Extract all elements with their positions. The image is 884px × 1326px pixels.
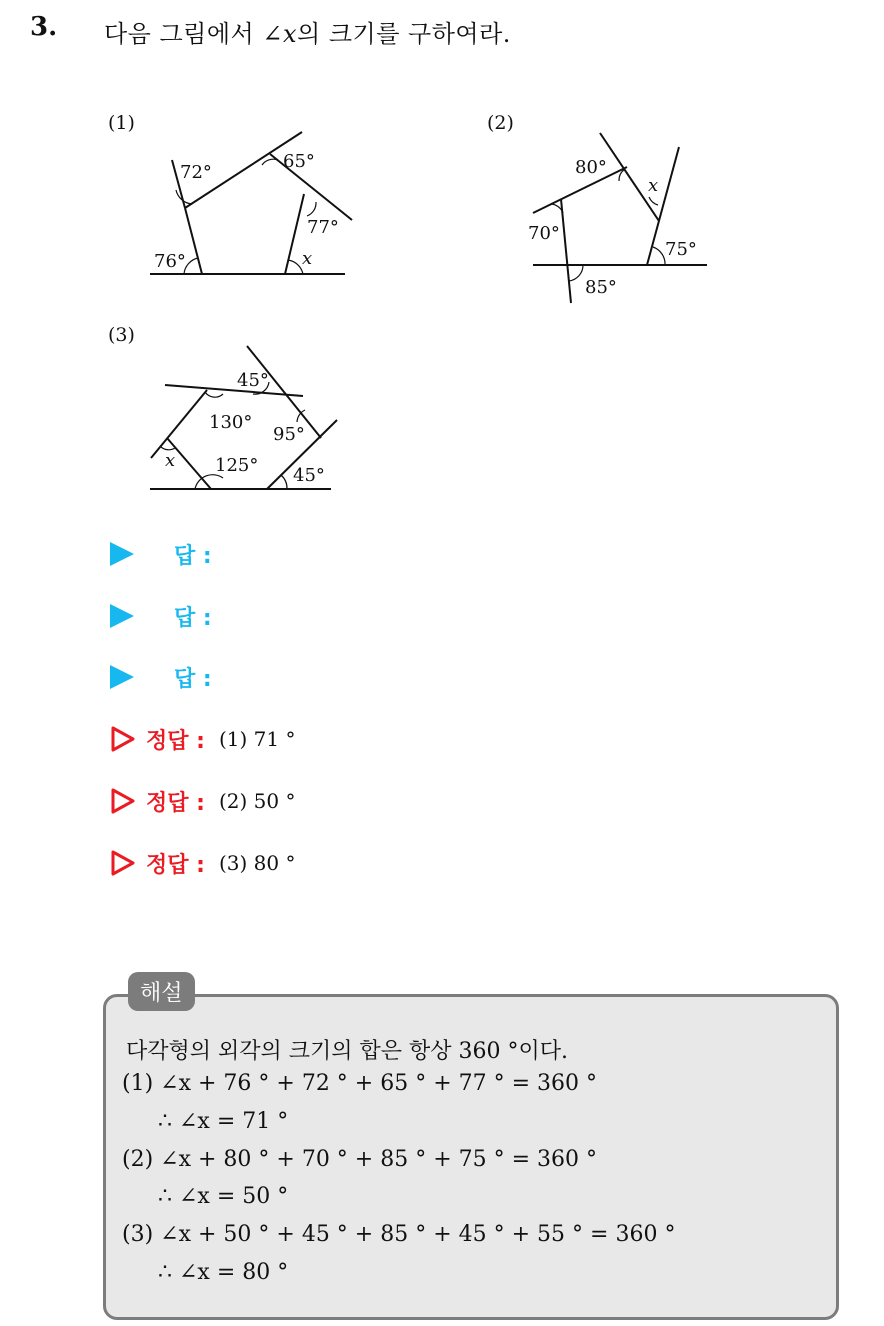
correct-answer-label: 정답 : (146, 852, 205, 878)
question-text (104, 14, 511, 49)
explanation-line-2: (1) ∠x + 76 ° + 72 ° + 65 ° + 77 ° = 360 ° (122, 1071, 598, 1096)
fig3-angle-x: x (165, 450, 176, 471)
fig3-angle-45-top: 45° (237, 370, 269, 391)
answer-blank-label: 답 : (174, 605, 212, 631)
correct-answer-value: (2) 50 ° (218, 789, 296, 813)
question-text-before: 다음 그림에서 (104, 20, 263, 48)
figure-2-label: (2) (487, 112, 514, 134)
explanation-line-7: ∴ ∠x = 80 ° (158, 1260, 289, 1285)
fig3-left-upper (151, 390, 207, 458)
answer-blank-3 (110, 660, 212, 694)
explanation-line-1: 다각형의 외각의 크기의 합은 항상 360 °이다. (126, 1039, 568, 1064)
question-text-after: 의 크기를 구하여라. (297, 20, 511, 48)
figure-1 (140, 120, 370, 290)
correct-answer-value: (1) 71 ° (218, 727, 296, 751)
figure-2 (525, 125, 725, 310)
blue-triangle-icon (110, 542, 134, 566)
answer-blank-label: 답 : (174, 543, 212, 569)
fig2-angle-80: 80° (575, 157, 607, 178)
correct-answer-value: (3) 80 ° (218, 851, 296, 875)
explanation-line-6: (3) ∠x + 50 ° + 45 ° + 85 ° + 45 ° + 55 ° = 360 ° (122, 1222, 676, 1247)
figure-3-label: (3) (108, 324, 135, 346)
fig2-angle-70: 70° (528, 223, 560, 244)
fig3-angle-125: 125° (215, 455, 259, 476)
answer-blank-1 (110, 537, 212, 571)
angle-x: ∠x (262, 20, 298, 48)
fig2-angle-75: 75° (665, 239, 697, 260)
fig1-angle-65: 65° (283, 151, 315, 172)
fig3-angle-130: 130° (209, 412, 253, 433)
red-triangle-icon (110, 850, 136, 876)
red-triangle-icon (110, 726, 136, 752)
correct-answer-label: 정답 : (146, 790, 205, 816)
figure-1-label: (1) (108, 112, 135, 134)
explanation-line-5: ∴ ∠x = 50 ° (158, 1184, 289, 1209)
fig3-angle-45-bottom: 45° (293, 465, 325, 486)
blue-triangle-icon (110, 604, 134, 628)
correct-answer-3 (110, 846, 295, 880)
correct-answer-2 (110, 784, 295, 818)
answer-blank-2 (110, 599, 212, 633)
fig1-angle-77: 77° (307, 217, 339, 238)
fig2-angle-85: 85° (585, 277, 617, 298)
answer-blank-label: 답 : (174, 666, 212, 692)
fig1-angle-72: 72° (180, 162, 212, 183)
fig2-angle-x: x (648, 175, 659, 196)
fig2-left (561, 199, 571, 303)
fig1-angle-x: x (302, 248, 313, 269)
fig3-angle-95: 95° (273, 424, 305, 445)
red-triangle-icon (110, 788, 136, 814)
explanation-line-4: (2) ∠x + 80 ° + 70 ° + 85 ° + 75 ° = 360 ° (122, 1147, 598, 1172)
correct-answer-1 (110, 722, 295, 756)
explanation-line-3: ∴ ∠x = 71 ° (158, 1109, 289, 1134)
figure-3 (145, 340, 350, 500)
correct-answer-label: 정답 : (146, 728, 205, 754)
question-number: 3. (30, 12, 58, 42)
blue-triangle-icon (110, 665, 134, 689)
explanation-tag: 해설 (128, 972, 195, 1011)
fig1-angle-76: 76° (154, 251, 186, 272)
